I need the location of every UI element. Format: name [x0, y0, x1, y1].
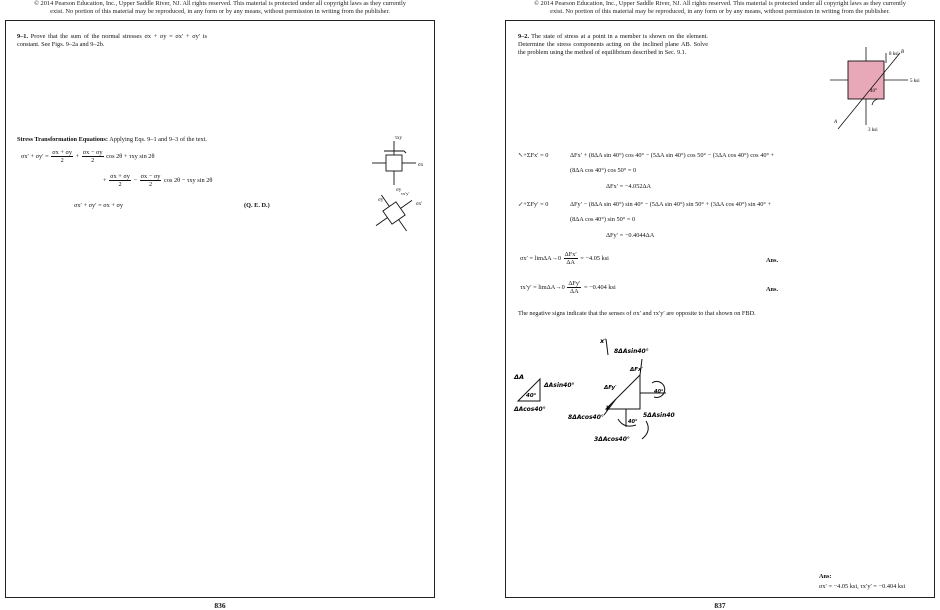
- problem-9-1: [17, 33, 207, 49]
- tau-value: = −0.404 ksi: [583, 283, 616, 291]
- sumfx-line1: ΔFx′ + (8ΔA sin 40°) cos 40° − (5ΔA sin 40°) cos 50° − (3ΔA cos 40°) cos 40° +: [570, 152, 775, 159]
- sketch-a-sin: ΔAsin40°: [544, 382, 575, 389]
- eq1-lhs: σx′ + σy′ =: [21, 152, 49, 160]
- left-page-number: 836: [214, 601, 226, 610]
- label-top-stress: 8 ksi: [889, 52, 899, 57]
- sketch-angle: 40°: [526, 393, 537, 399]
- sumfy-line1: ΔFy′ − (8ΔA sin 40°) sin 40° − (5ΔA sin 40°) sin 50° + (3ΔA cos 40°) sin 40° +: [570, 201, 771, 208]
- fig-label-sy: σy: [396, 188, 402, 193]
- sketch-f1: 8ΔAsin40°: [614, 348, 649, 355]
- frac-den: ΔA: [570, 288, 579, 295]
- label-bottom-stress: 3 ksi: [868, 128, 878, 133]
- right-page-number: 837: [714, 601, 726, 610]
- eq2-plus: +: [103, 176, 107, 184]
- sketch-ang3: 40°: [628, 419, 638, 425]
- label-point-a: A: [834, 120, 838, 125]
- sketch-a-cos: ΔAcos40°: [514, 406, 546, 413]
- ans-label-sigma: Ans.: [766, 257, 779, 264]
- sketch-y: y′: [606, 403, 612, 411]
- equation-2: [103, 173, 212, 188]
- frac-den: 2: [91, 157, 95, 164]
- eq2-frac2: [140, 173, 162, 188]
- frac-den: ΔA: [566, 259, 575, 266]
- frac-num: σx − σy: [82, 149, 103, 156]
- eq1-plus: +: [75, 152, 80, 160]
- sigma-equation: [520, 251, 609, 266]
- sumfx-result: ΔFx′ = −4.052ΔA: [606, 183, 652, 190]
- sign-note: The negative signs indicate that the senses of σx′ and τx′y′ are opposite to that shown on FBD.: [518, 310, 756, 317]
- frac-num: σx + σy: [110, 173, 130, 180]
- problem-statement: Prove that the sum of the normal stresses σx + σy = σx′ + σy′ is constant. See Figs. 9–2a and 9–2b.: [17, 33, 207, 48]
- right-copyright: [500, 0, 940, 15]
- stress-element: [848, 61, 884, 99]
- sketch-dfy: ΔFy′: [604, 385, 617, 391]
- sumfx-label: ↖+ΣFx′ = 0: [518, 152, 549, 159]
- sumfy-result: ΔFy′ = −0.4044ΔA: [606, 232, 655, 239]
- copyright-line1: © 2014 Pearson Education, Inc., Upper Saddle River, NJ. All rights reserved. This material is protected under all copyright laws as they currently: [34, 0, 406, 7]
- eq2-tail: cos 2θ − τxy sin 2θ: [164, 176, 213, 184]
- fig-label-sx: σx: [418, 163, 424, 168]
- frac-num: σx − σy: [140, 173, 161, 180]
- problem-9-2: [518, 33, 708, 57]
- problem-number: 9–2.: [518, 33, 530, 40]
- final-ans: σx′ = −4.05 ksi, τx′y′ = −0.404 ksi: [819, 583, 906, 590]
- frac-num: σx + σy: [52, 149, 73, 156]
- eq2-minus: −: [133, 176, 138, 184]
- right-page-frame: [505, 20, 935, 598]
- frac-den: 2: [118, 181, 122, 188]
- fig-label-tauxyp: τx′y′: [401, 191, 410, 196]
- eq1-frac1: [51, 149, 73, 164]
- section-heading: Stress Transformation Equations:: [17, 136, 108, 143]
- eq1-frac2: [82, 149, 104, 164]
- sumfx-line2: (8ΔA cos 40°) cos 50° = 0: [570, 167, 637, 174]
- frac-den: 2: [60, 157, 64, 164]
- equation-1: [21, 149, 154, 164]
- left-copyright: [0, 0, 440, 15]
- sketch-dfx: ΔFx′: [630, 367, 644, 373]
- fig-label-syp: σy′: [378, 198, 385, 203]
- copyright-line2: exist. No portion of this material may be reproduced, in any form or by any means, without permission in writing from the publisher.: [550, 7, 890, 15]
- sigma-frac: [564, 251, 578, 266]
- section-text: Applying Eqs. 9–1 and 9–3 of the text.: [107, 136, 207, 143]
- sigma-lhs: σx′ = limΔA→0: [520, 254, 562, 262]
- fig-label-sxp: σx′: [416, 202, 423, 207]
- plane-stress-figure: [822, 45, 932, 137]
- copyright-line1: © 2014 Pearson Education, Inc., Upper Saddle River, NJ. All rights reserved. This material is protected under all copyright laws as they currently: [534, 0, 906, 7]
- frac-num: ΔFy′: [568, 280, 581, 287]
- tau-lhs: τx′y′ = limΔA→0: [520, 283, 565, 291]
- sketch-da: ΔA: [514, 373, 525, 381]
- frac-den: 2: [148, 181, 153, 188]
- tau-equation: [520, 280, 616, 295]
- sketch-ang2: 40°: [654, 389, 664, 395]
- sketch-f2: 8ΔAcos40°: [568, 414, 604, 421]
- sumfy-line2: (8ΔA cos 40°) sin 50° = 0: [570, 216, 636, 223]
- sigma-value: = −4.05 ksi: [580, 254, 609, 262]
- label-point-b: B: [901, 50, 905, 55]
- fbd-sketch: [506, 335, 696, 445]
- section-heading-line: [17, 136, 207, 144]
- sketch-f4: 3ΔAcos40°: [594, 436, 630, 443]
- sumfy-label: ↙+ΣFy′ = 0: [518, 201, 549, 208]
- stress-element-figure: [368, 133, 430, 239]
- frac-num: ΔFx′: [564, 251, 577, 258]
- equation-3: σx′ + σy′ = σx + σy: [74, 202, 124, 209]
- left-page-frame: [5, 20, 435, 598]
- label-right-stress: 5 ksi: [910, 79, 920, 84]
- problem-statement: The state of stress at a point in a member is shown on the element. Determine the stress components acting on the inclined plane AB. Solve the problem using the method of equilibrium described in Sec. 9.1.: [518, 33, 708, 56]
- eq1-tail: cos 2θ + τxy sin 2θ: [106, 152, 155, 160]
- fig-label-tau: τxy: [395, 136, 403, 141]
- problem-number: 9–1.: [17, 33, 29, 40]
- qed-label: (Q. E. D.): [244, 202, 270, 209]
- tau-frac: [567, 280, 581, 295]
- final-ans-label: Ans:: [819, 573, 832, 580]
- copyright-line2: exist. No portion of this material may be reproduced, in any form or by any means, without permission in writing from the publisher.: [50, 7, 390, 15]
- sketch-f3: 5ΔAsin40: [643, 412, 675, 419]
- label-angle: 40°: [870, 89, 877, 94]
- eq2-frac1: [109, 173, 131, 188]
- ans-label-tau: Ans.: [766, 286, 779, 293]
- sketch-x: x′: [600, 337, 606, 345]
